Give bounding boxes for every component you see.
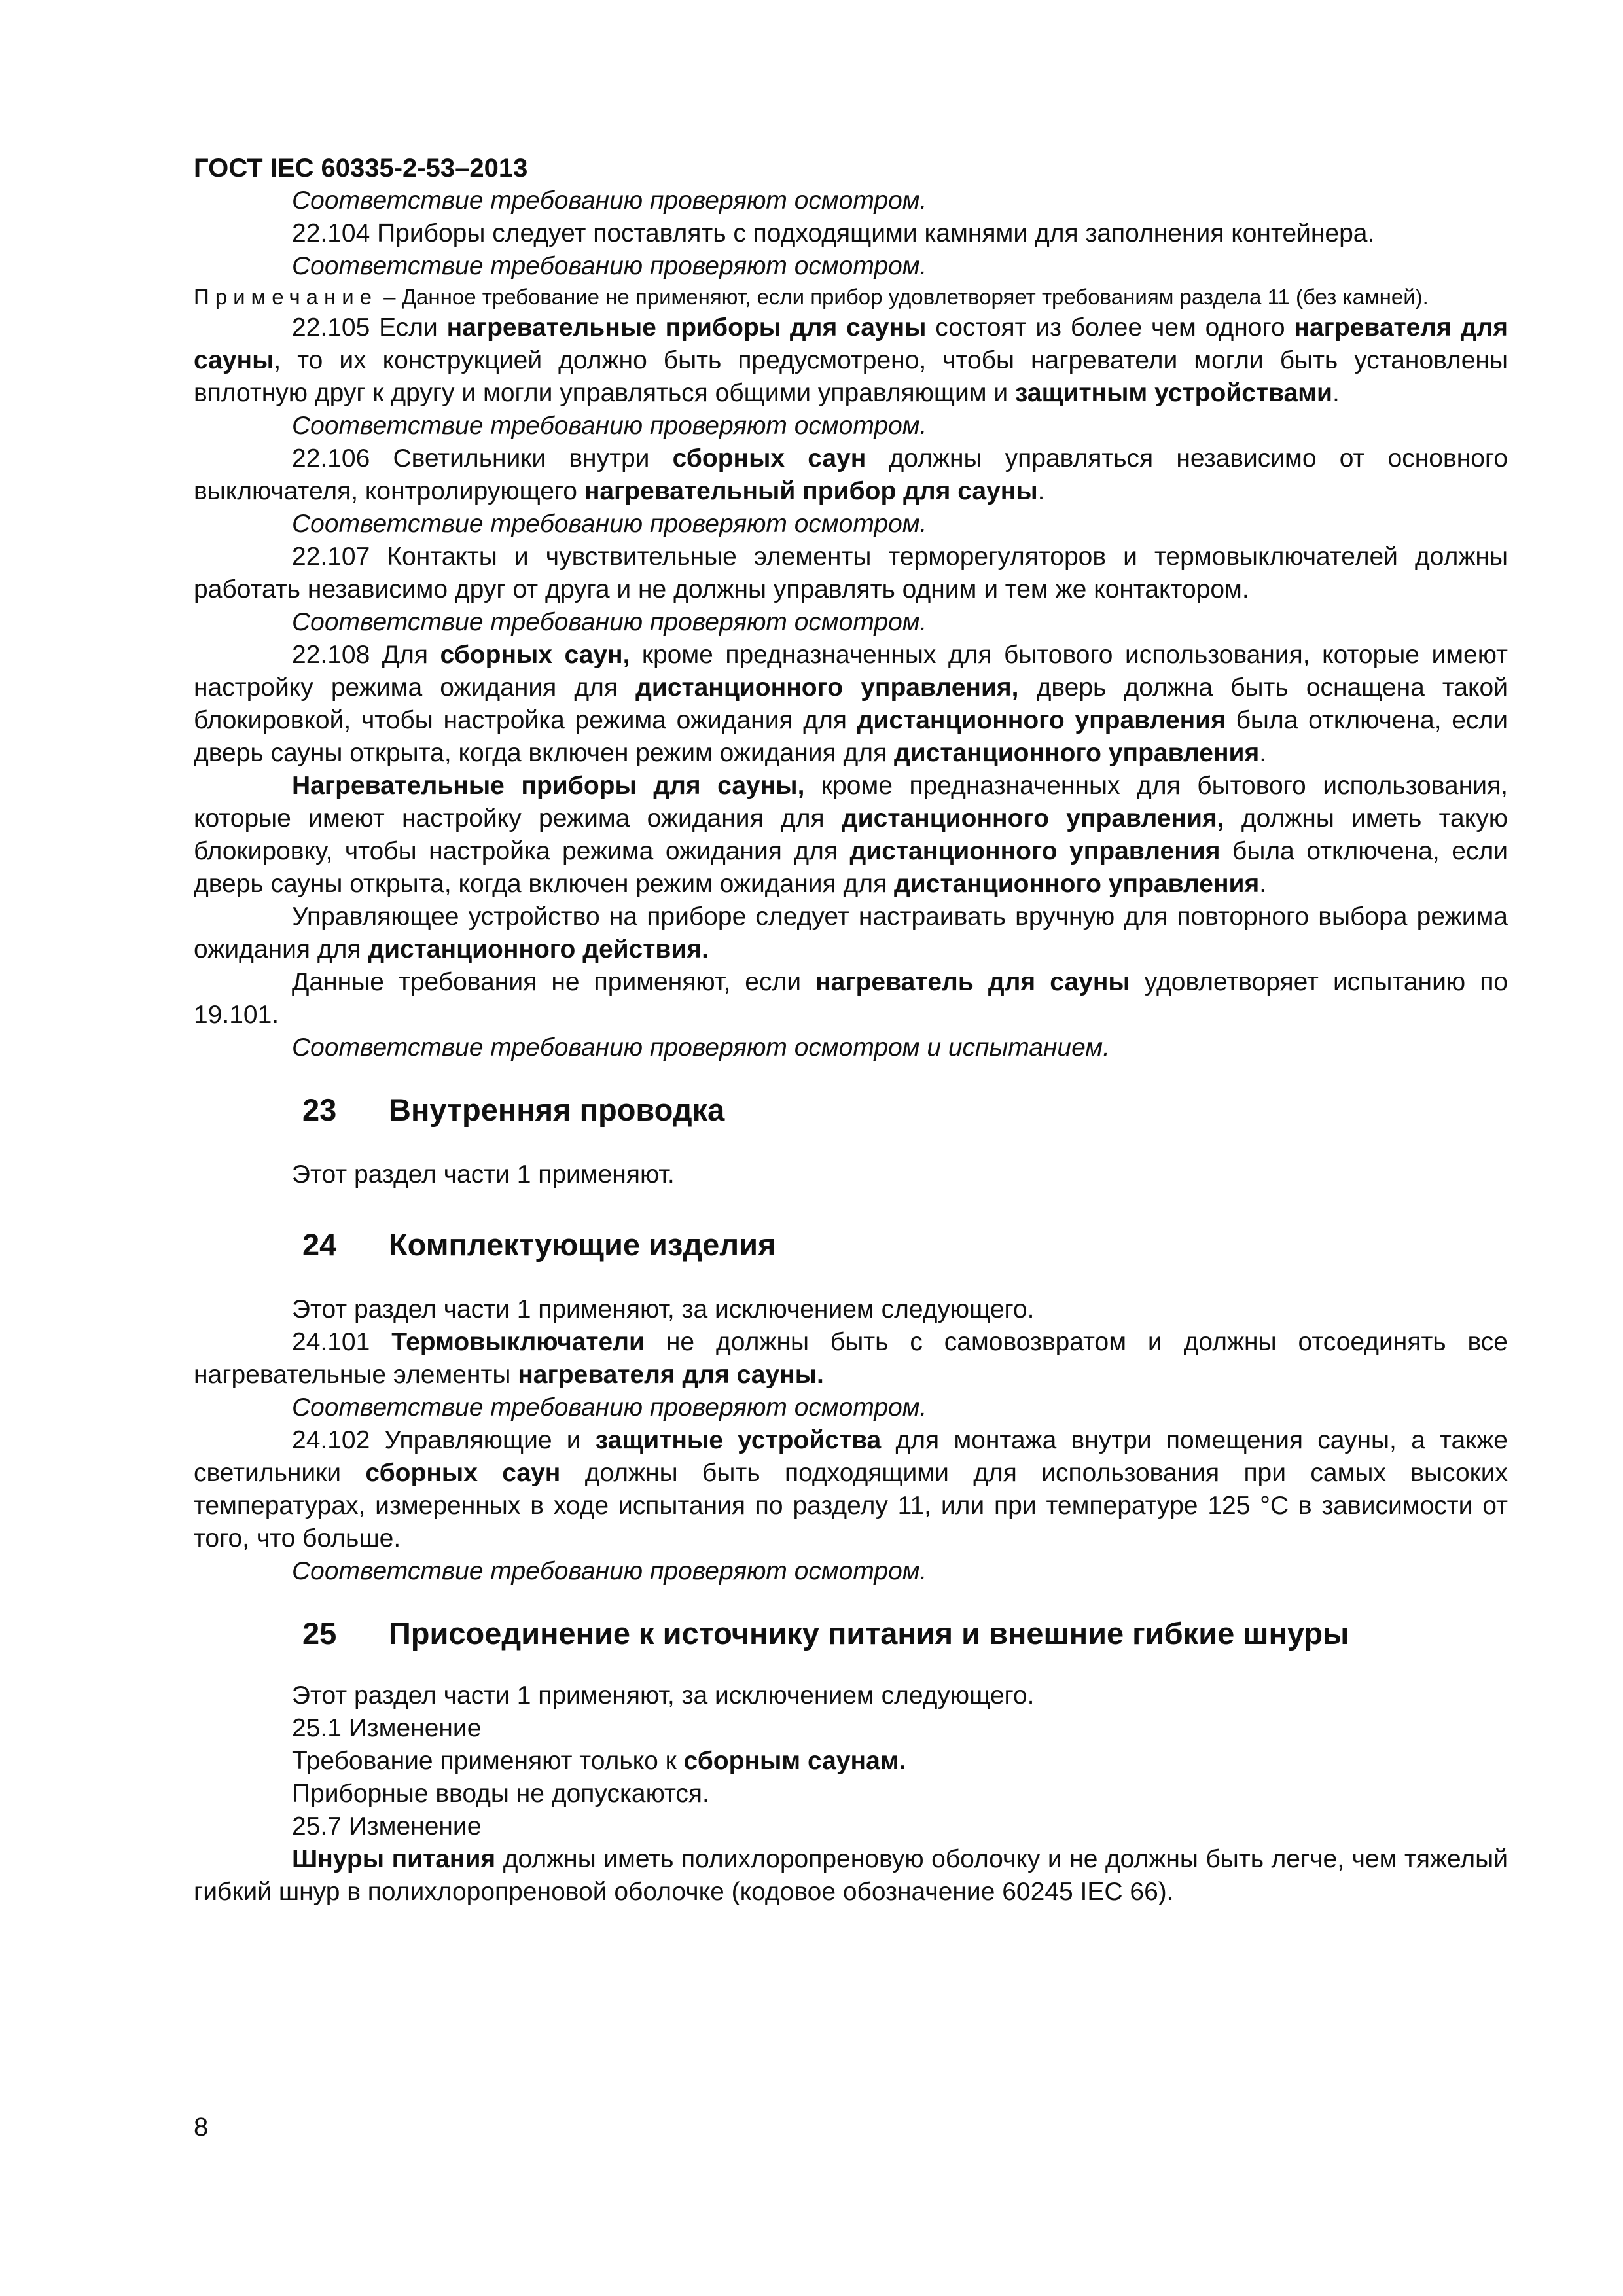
clause-24-101: 24.101 Термовыключатели не должны быть с самовозвратом и должны отсоединять все нагревательные элементы нагревателя для сауны. — [194, 1328, 1508, 1389]
section-23-body: Этот раздел части 1 применяют. — [292, 1160, 675, 1189]
section-25-intro: Этот раздел части 1 применяют, за исключением следующего. — [292, 1681, 1035, 1710]
clause-22-108: 22.108 Для сборных саун, кроме предназначенных для бытового использования, которые имеют настройку режима ожидания для дистанционного управления, дверь должна быть оснащена такой блокировкой, чтобы настройка режима ожидания для дистанционного управления была отключена, если дверь сауны открыта, когда включен режим ожидания для дистанционного управления. — [194, 641, 1508, 767]
clause-22-108-control: Управляющее устройство на приборе следует настраивать вручную для повторного выбора режима ожидания для дистанционного действия. — [194, 903, 1508, 963]
clause-22-105: 22.105 Если нагревательные приборы для сауны состоят из более чем одного нагревателя для сауны, то их конструкцией должно быть предусмотрено, чтобы нагреватели могли быть установлены вплотную друг к другу и могли управляться общими управляющим и защитным устройствами. — [194, 314, 1508, 407]
page-number: 8 — [194, 2113, 209, 2142]
note-text: – Данное требование не применяют, если прибор удовлетворяет требованиям раздела 11 (без камней). — [378, 285, 1429, 309]
compliance-check-text: Соответствие требованию проверяют осмотром. — [292, 412, 927, 440]
clause-25-1: 25.1 Изменение — [292, 1714, 482, 1742]
clause-22-104: 22.104 Приборы следует поставлять с подходящими камнями для заполнения контейнера. — [292, 219, 1375, 247]
clause-25-1-requirement: Требование применяют только к сборным саунам. — [292, 1747, 906, 1775]
clause-22-107: 22.107 Контакты и чувствительные элементы терморегуляторов и термовыключателей должны работать независимо друг от друга и не должны управлять одним и тем же контактором. — [194, 543, 1508, 603]
page-content — [194, 152, 1508, 1909]
clause-note — [194, 283, 1508, 312]
clause-22-108-heaters: Нагревательные приборы для сауны, кроме предназначенных для бытового использования, которые имеют настройку режима ожидания для дистанционного управления, должны иметь такую блокировку, чтобы настройка режима ожидания для дистанционного управления была отключена, если дверь сауны открыта, когда включен режим ожидания для дистанционного управления. — [194, 772, 1508, 898]
clause-25-7-cords: Шнуры питания должны иметь полихлоропреновую оболочку и не должны быть легче, чем тяжелый гибкий шнур в полихлоропреновой оболочке (кодовое обозначение 60245 IEC 66). — [194, 1845, 1508, 1906]
section-23-heading: 23 Внутренняя проводка — [302, 1092, 725, 1127]
compliance-check-text: Соответствие требованию проверяют осмотром. — [292, 608, 927, 636]
document-code: ГОСТ IEC 60335-2-53–2013 — [194, 154, 528, 183]
compliance-check-text: Соответствие требованию проверяют осмотром и испытанием. — [292, 1033, 1110, 1062]
compliance-check-text: Соответствие требованию проверяют осмотром. — [292, 252, 927, 280]
compliance-check-text: Соответствие требованию проверяют осмотром. — [292, 1393, 927, 1422]
compliance-check-text: Соответствие требованию проверяют осмотром. — [292, 510, 927, 538]
clause-25-7: 25.7 Изменение — [292, 1812, 482, 1840]
compliance-check-text: Соответствие требованию проверяют осмотром. — [292, 1557, 927, 1585]
compliance-check-text: Соответствие требованию проверяют осмотром. — [292, 187, 927, 215]
note-label: Примечание — [194, 285, 378, 309]
clause-24-102: 24.102 Управляющие и защитные устройства для монтажа внутри помещения сауны, а также светильники сборных саун должны быть подходящими для использования при самых высоких температурах, измеренных в ходе испытания по разделу 11, или при температуре 125 °С в зависимости от того, что больше. — [194, 1426, 1508, 1552]
section-24-intro: Этот раздел части 1 применяют, за исключением следующего. — [292, 1295, 1035, 1323]
clause-22-108-exception: Данные требования не применяют, если нагреватель для сауны удовлетворяет испытанию по 19.101. — [194, 968, 1508, 1029]
clause-25-1-inlets: Приборные вводы не допускаются. — [292, 1780, 709, 1808]
section-25-heading: 25 Присоединение к источнику питания и внешние гибкие шнуры — [302, 1616, 1349, 1651]
clause-22-106: 22.106 Светильники внутри сборных саун должны управляться независимо от основного выключателя, контролирующего нагревательный прибор для сауны. — [194, 444, 1508, 505]
section-24-heading: 24 Комплектующие изделия — [302, 1227, 776, 1262]
